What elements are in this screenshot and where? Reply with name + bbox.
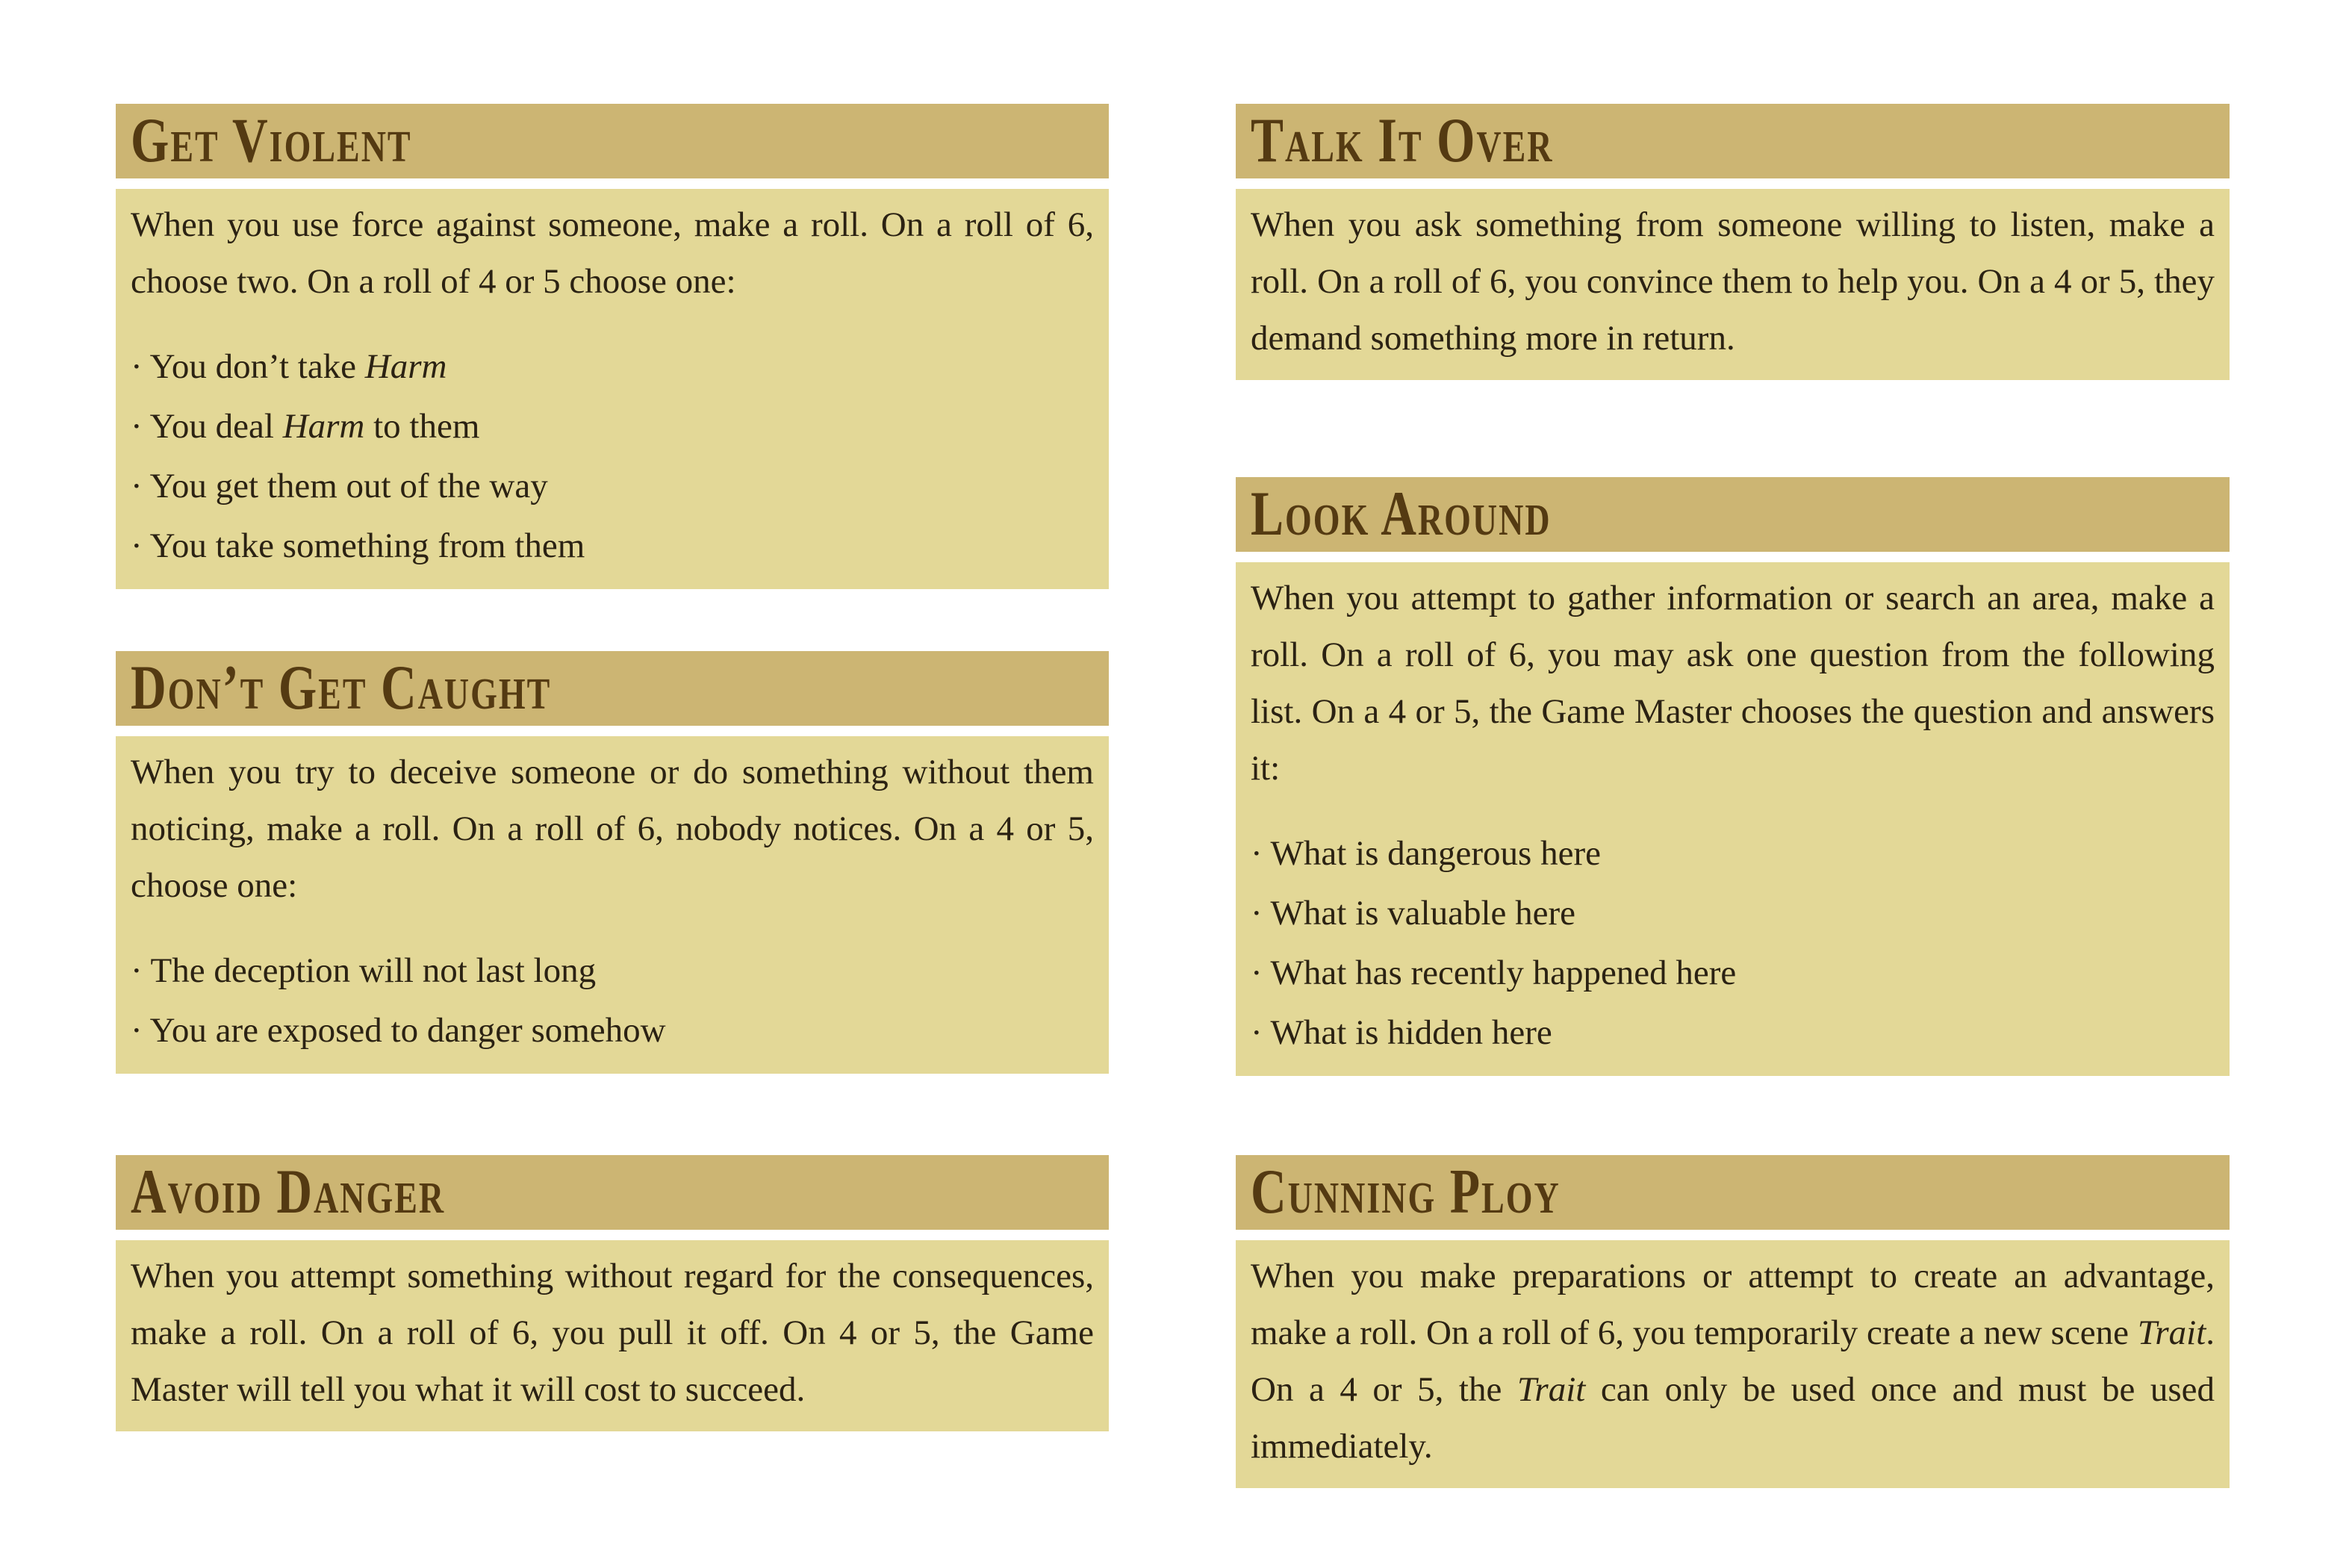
bullet-item	[131, 1001, 1094, 1060]
bullet-list	[131, 337, 1094, 576]
text-segment: · You are exposed to danger somehow	[131, 1011, 666, 1050]
text-segment: to them	[364, 407, 480, 446]
bullet-list	[1251, 824, 2215, 1063]
card-header	[1236, 1155, 2230, 1230]
text-segment: When you ask something from someone willing to listen, make a roll. On a roll of 6, you convince them to help you. On a 4 or 5, they demand something more in return.	[1251, 205, 2215, 358]
card-title: Get Violent	[131, 105, 412, 176]
text-segment: . On a 4 or 5, the	[1251, 1313, 2215, 1409]
bullet-item	[131, 396, 1094, 456]
text-segment: · You take something from them	[131, 526, 585, 565]
italic-term: Trait	[2137, 1313, 2206, 1352]
text-segment: When you use force against someone, make a roll. On a roll of 6, choose two. On a roll of 4 or 5 choose one:	[131, 205, 1094, 301]
text-segment: · You deal	[131, 407, 283, 446]
bullet-item	[1251, 1003, 2215, 1063]
text-segment: can only be used once and must be used immediately.	[1251, 1370, 2215, 1466]
card-body	[116, 189, 1109, 589]
card-look-around	[1236, 477, 2230, 1076]
card-header	[1236, 104, 2230, 178]
bullet-list	[131, 941, 1094, 1060]
card-paragraph	[131, 1248, 1094, 1418]
card-title: Look Around	[1251, 479, 1552, 550]
card-body	[1236, 562, 2230, 1076]
card-header	[116, 1155, 1109, 1230]
card-get-violent	[116, 104, 1109, 589]
text-segment: When you try to deceive someone or do something without them noticing, make a roll. On a roll of 6, nobody notices. On a 4 or 5, choose one:	[131, 753, 1094, 905]
text-segment: · You don’t take	[131, 347, 365, 386]
card-cunning-ploy	[1236, 1155, 2230, 1488]
card-paragraph	[131, 196, 1094, 310]
text-segment: · The deception will not last long	[131, 951, 597, 990]
text-segment: · What has recently happened here	[1251, 953, 1737, 992]
card-paragraph	[1251, 1248, 2215, 1475]
text-segment: · What is dangerous here	[1251, 834, 1601, 873]
italic-term: Harm	[364, 347, 447, 386]
italic-term: Harm	[282, 407, 365, 446]
bullet-item	[1251, 883, 2215, 943]
card-paragraph	[131, 744, 1094, 914]
card-header	[116, 651, 1109, 726]
text-segment: · You get them out of the way	[131, 467, 548, 505]
card-body	[1236, 1240, 2230, 1488]
card-body	[116, 736, 1109, 1074]
bullet-item	[1251, 824, 2215, 883]
card-body	[116, 1240, 1109, 1431]
text-segment: When you attempt something without regard for the consequences, make a roll. On a roll of 6, you pull it off. On 4 or 5, the Game Master will tell you what it will cost to succeed.	[131, 1257, 1094, 1409]
italic-term: Trait	[1516, 1370, 1586, 1409]
card-dont-get-caught	[116, 651, 1109, 1074]
text-segment: · What is valuable here	[1251, 894, 1576, 933]
card-title: Don’t Get Caught	[131, 653, 552, 724]
card-header	[1236, 477, 2230, 552]
card-header	[116, 104, 1109, 178]
bullet-item	[1251, 943, 2215, 1003]
card-title: Cunning Ploy	[1251, 1157, 1561, 1228]
bullet-item	[131, 516, 1094, 576]
card-title: Talk It Over	[1251, 105, 1554, 176]
text-segment: When you make preparations or attempt to create an advantage, make a roll. On a roll of 6, you temporarily create a new scene	[1251, 1257, 2215, 1352]
card-body	[1236, 189, 2230, 380]
card-paragraph	[1251, 196, 2215, 367]
card-paragraph	[1251, 570, 2215, 797]
bullet-item	[131, 941, 1094, 1001]
text-segment: · What is hidden here	[1251, 1013, 1552, 1052]
card-title: Avoid Danger	[131, 1157, 446, 1228]
bullet-item	[131, 456, 1094, 516]
card-avoid-danger	[116, 1155, 1109, 1431]
card-talk-it-over	[1236, 104, 2230, 380]
text-segment: When you attempt to gather information or search an area, make a roll. On a roll of 6, you may ask one question from the following list. On a 4 or 5, the Game Master chooses the question and answers it:	[1251, 579, 2215, 788]
bullet-item	[131, 337, 1094, 396]
